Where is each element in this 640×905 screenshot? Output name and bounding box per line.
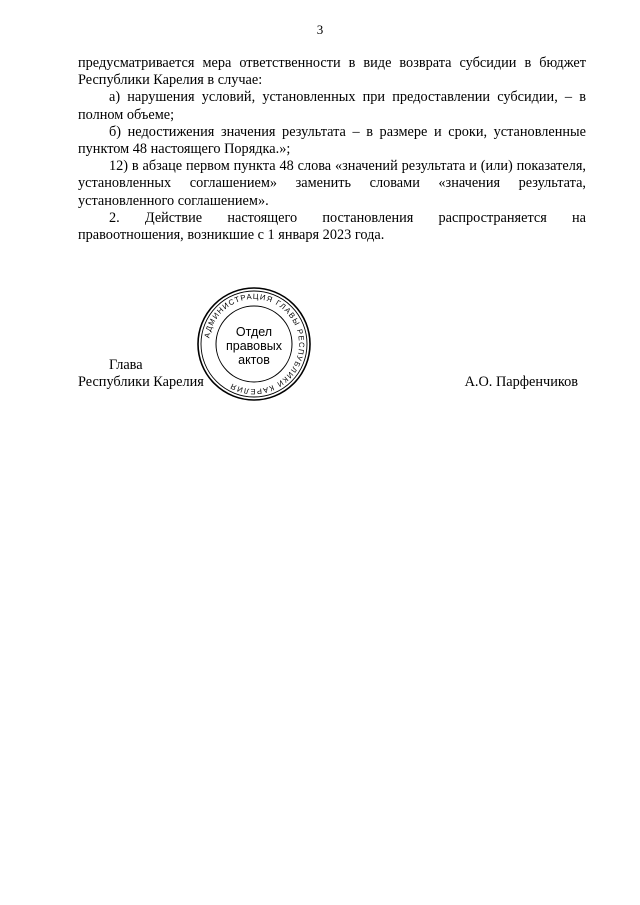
- stamp-center-line1: Отдел: [235, 325, 273, 339]
- document-body: [78, 55, 586, 244]
- signature-title-line1: Глава: [109, 357, 143, 373]
- paragraph-section-2: 2. Действие настоящего постановления распространяется на правоотношения, возникшие с 1 января 2023 года.: [78, 209, 586, 244]
- stamp-center-line2: правовых: [226, 339, 282, 353]
- paragraph-item-b: б) недостижения значения результата – в размере и сроки, установленные пунктом 48 настоящего Порядка.»;: [78, 123, 586, 158]
- official-stamp: [196, 286, 312, 402]
- stamp-center-line3: актов: [238, 353, 270, 367]
- signature-title-line2: Республики Карелия: [78, 374, 204, 390]
- stamp-ring-text: АДМИНИСТРАЦИЯ ГЛАВЫ РЕСПУБЛИКИ КАРЕЛИЯ: [202, 291, 307, 397]
- signature-name: А.О. Парфенчиков: [464, 374, 578, 390]
- paragraph-responsibility: предусматривается мера ответственности в виде возврата субсидии в бюджет Республики Карелия в случае:: [78, 55, 586, 89]
- paragraph-item-12: 12) в абзаце первом пункта 48 слова «значений результата и (или) показателя, установленных соглашением» заменить словами «значения результата, установленного соглашением».: [78, 158, 586, 209]
- page-number: 3: [316, 22, 324, 37]
- paragraph-item-a: а) нарушения условий, установленных при предоставлении субсидии, – в полном объеме;: [78, 89, 586, 123]
